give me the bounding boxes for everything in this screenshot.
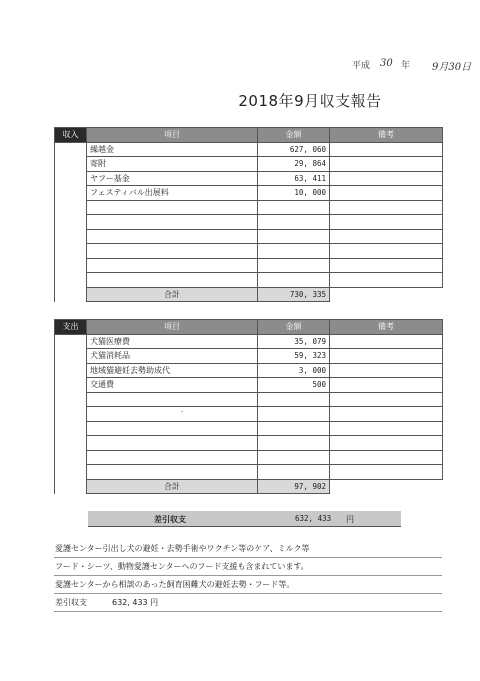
row-item (87, 450, 258, 465)
table-row (55, 229, 443, 244)
balance-bar (88, 511, 401, 527)
report-date (0, 58, 480, 74)
row-remarks (330, 229, 443, 244)
row-item: 繰越金 (87, 142, 258, 157)
balance-label: 差引収支 (154, 515, 186, 524)
row-item: フェスティバル出展料 (87, 186, 258, 201)
row-remarks (330, 334, 443, 349)
row-amount: 627, 060 (258, 142, 330, 157)
income-total-row (55, 287, 443, 302)
row-amount (258, 273, 330, 288)
row-remarks (330, 244, 443, 259)
note-line: 愛護センター引出し犬の避妊・去勢手術やワクチン等のケア、ミルク等 (54, 540, 442, 558)
table-row (55, 349, 443, 364)
date-month-day: 9月30日 (432, 62, 472, 73)
expense-total-row (55, 479, 443, 494)
expense-header-row (55, 320, 443, 335)
expense-rows (55, 334, 443, 479)
income-table (54, 127, 443, 302)
row-remarks (330, 349, 443, 364)
row-item: 寄附 (87, 157, 258, 172)
row-item (87, 392, 258, 407)
summary-label: 差引収支 (55, 598, 87, 607)
table-row (55, 258, 443, 273)
row-remarks (330, 273, 443, 288)
row-amount: 10, 000 (258, 186, 330, 201)
row-remarks (330, 450, 443, 465)
row-item (87, 273, 258, 288)
expense-section-label: 支出 (55, 320, 87, 335)
row-amount (258, 244, 330, 259)
row-item (87, 465, 258, 480)
expense-total-label: 合計 (87, 479, 258, 494)
date-year-handwritten: 30 (380, 58, 393, 69)
summary-value: 632, 433 円 (112, 598, 159, 607)
table-row (55, 186, 443, 201)
note-line: フード・シーツ、動物愛護センターへのフード支援も含まれています。 (54, 558, 442, 576)
row-remarks (330, 171, 443, 186)
row-item: 犬猫消耗品 (87, 349, 258, 364)
row-remarks (330, 465, 443, 480)
row-item (87, 258, 258, 273)
row-remarks (330, 378, 443, 393)
row-remarks (330, 215, 443, 230)
table-row (55, 200, 443, 215)
expense-remarks-header: 備考 (330, 320, 443, 335)
table-row (55, 465, 443, 480)
row-remarks (330, 421, 443, 436)
row-remarks (330, 142, 443, 157)
table-row (55, 334, 443, 349)
row-item: ヤフー基金 (87, 171, 258, 186)
income-header-row (55, 128, 443, 143)
table-row (55, 157, 443, 172)
row-item (87, 436, 258, 451)
table-row (55, 142, 443, 157)
table-row (55, 450, 443, 465)
note-line: 愛護センターから相談のあった飼育困難犬の避妊去勢・フード等。 (54, 576, 442, 594)
expense-total-value: 97, 902 (258, 479, 330, 494)
row-amount: 29, 864 (258, 157, 330, 172)
row-amount (258, 215, 330, 230)
date-era: 平成 (352, 61, 371, 71)
row-remarks (330, 157, 443, 172)
row-remarks (330, 363, 443, 378)
row-amount: 3, 000 (258, 363, 330, 378)
row-remarks (330, 186, 443, 201)
row-item (87, 421, 258, 436)
table-row (55, 378, 443, 393)
table-row (55, 407, 443, 422)
row-remarks (330, 392, 443, 407)
row-amount (258, 465, 330, 480)
row-amount: 63, 411 (258, 171, 330, 186)
report-title: 2018年9月収支報告 (238, 92, 382, 110)
balance-value: 632, 433 (295, 514, 332, 523)
table-row (55, 215, 443, 230)
row-remarks (330, 436, 443, 451)
table-row (55, 421, 443, 436)
income-item-header: 項目 (87, 128, 258, 143)
row-item (87, 200, 258, 215)
notes-section (54, 540, 442, 612)
row-amount (258, 229, 330, 244)
row-amount (258, 407, 330, 422)
row-amount (258, 436, 330, 451)
income-section-label: 収入 (55, 128, 87, 143)
table-row (55, 392, 443, 407)
income-rows (55, 142, 443, 287)
row-item (87, 215, 258, 230)
table-row (55, 273, 443, 288)
table-row (55, 363, 443, 378)
row-item (87, 407, 258, 422)
income-total-label: 合計 (87, 287, 258, 302)
row-remarks (330, 258, 443, 273)
income-total-value: 730, 335 (258, 287, 330, 302)
income-amount-header: 金額 (258, 128, 330, 143)
row-item: 地域猫避妊去勢助成代 (87, 363, 258, 378)
row-remarks (330, 407, 443, 422)
row-amount (258, 200, 330, 215)
row-amount: 500 (258, 378, 330, 393)
table-row (55, 244, 443, 259)
income-remarks-header: 備考 (330, 128, 443, 143)
expense-amount-header: 金額 (258, 320, 330, 335)
expense-item-header: 項目 (87, 320, 258, 335)
table-row (55, 171, 443, 186)
row-remarks (330, 200, 443, 215)
scan-speck (181, 411, 183, 412)
row-item (87, 244, 258, 259)
row-item (87, 229, 258, 244)
row-item: 犬猫医療費 (87, 334, 258, 349)
row-amount: 35, 079 (258, 334, 330, 349)
balance-unit: 円 (346, 515, 354, 524)
row-amount (258, 421, 330, 436)
row-amount (258, 450, 330, 465)
table-row (55, 436, 443, 451)
row-amount (258, 258, 330, 273)
row-amount (258, 392, 330, 407)
summary-line (54, 594, 442, 612)
row-amount: 59, 323 (258, 349, 330, 364)
row-item: 交通費 (87, 378, 258, 393)
expense-table (54, 319, 443, 494)
date-year-suffix: 年 (401, 61, 411, 71)
